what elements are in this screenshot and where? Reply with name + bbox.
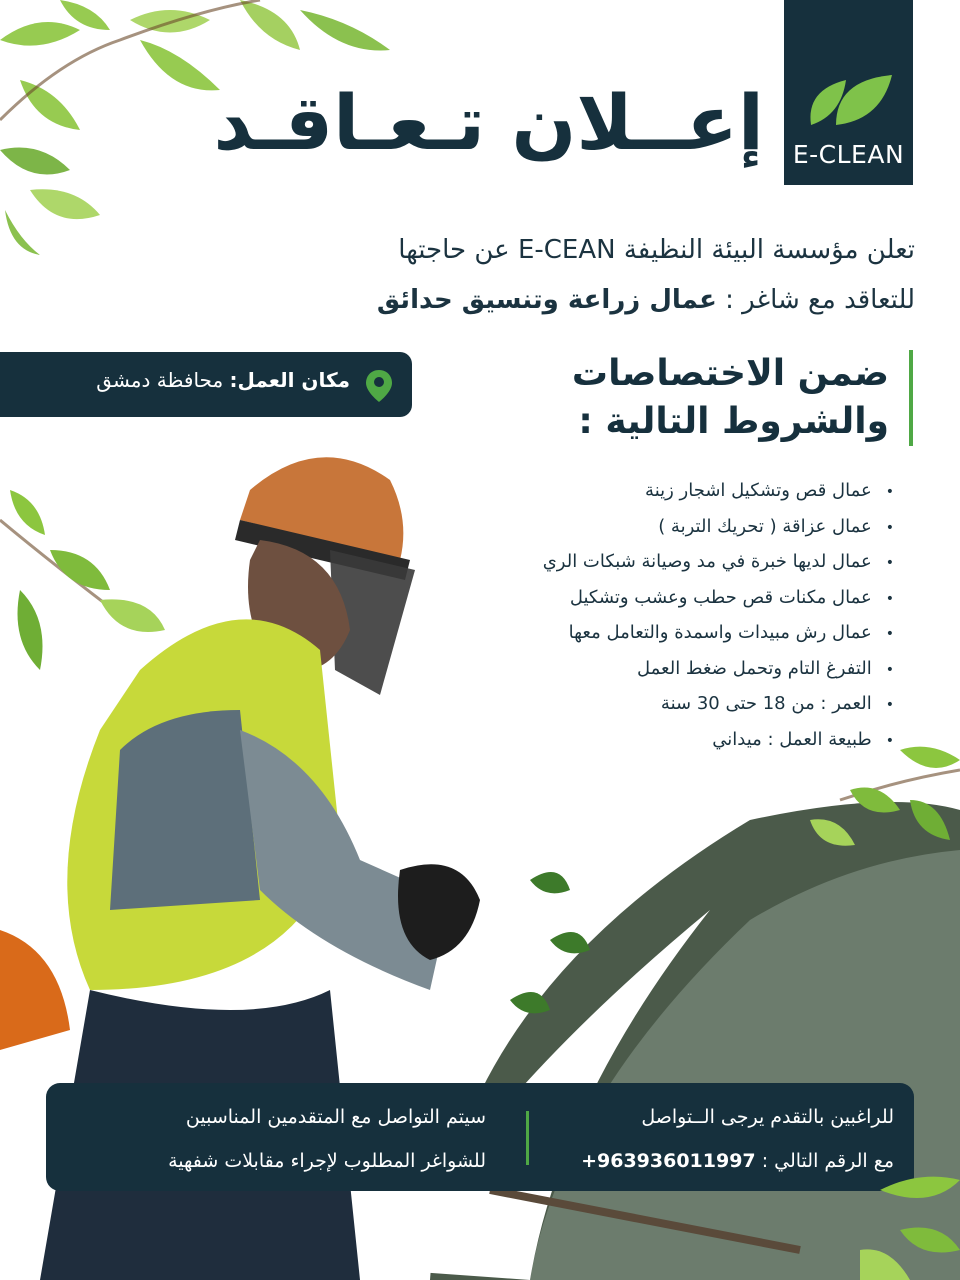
location-value: محافظة دمشق — [96, 368, 230, 392]
location-banner — [0, 352, 412, 417]
intro-line-1: تعلن مؤسسة البيئة النظيفة E-CEAN عن حاجتها — [398, 235, 915, 265]
requirement-item: • عمال قص وتشكيل اشجار زينة — [454, 474, 894, 510]
requirements-list — [454, 474, 894, 758]
phone-number[interactable]: +963936011997 — [581, 1150, 756, 1172]
contact-left-line-2: للشواغر المطلوب لإجراء مقابلات شفهية — [168, 1150, 486, 1172]
requirement-item: • طبيعة العمل : ميداني — [454, 723, 894, 759]
leaves-decoration-right — [800, 740, 960, 890]
intro-line-2-prefix: للتعاقد مع شاغر : — [716, 285, 915, 315]
brand-name: E-CLEAN — [792, 140, 905, 169]
leaves-decoration-bottom-right — [840, 1170, 960, 1280]
leaf-icon — [806, 70, 892, 130]
requirement-item: • التفرغ التام وتحمل ضغط العمل — [454, 652, 894, 688]
requirements-heading-line-2: والشروط التالية : — [578, 401, 889, 442]
requirement-item: • عمال مكنات قص حطب وعشب وتشكيل — [454, 581, 894, 617]
contact-box — [46, 1083, 914, 1191]
location-text — [96, 368, 350, 392]
contact-divider — [526, 1111, 529, 1165]
requirement-item: • عمال رش مبيدات واسمدة والتعامل معها — [454, 616, 894, 652]
contact-right-line-1: للراغبين بالتقدم يرجى الــتواصل — [641, 1106, 894, 1128]
intro-text — [215, 225, 915, 325]
requirement-item: • عمال لديها خبرة في مد وصيانة شبكات الري — [454, 545, 894, 581]
requirement-item: • عمال عزاقة ( تحريك التربة ) — [454, 510, 894, 546]
page-title: إعــلان تـعـاقـد — [213, 78, 764, 167]
intro-line-2 — [215, 275, 915, 325]
requirements-heading — [572, 350, 913, 446]
contact-phone-prefix: مع الرقم التالي : — [755, 1150, 894, 1172]
job-title: عمال زراعة وتنسيق حدائق — [376, 285, 717, 315]
map-pin-icon — [366, 370, 392, 402]
contact-left — [168, 1095, 486, 1183]
location-label: مكان العمل: — [229, 368, 350, 392]
requirements-heading-line-1: ضمن الاختصاصات — [571, 353, 889, 394]
contact-left-line-1: سيتم التواصل مع المتقدمين المناسبين — [185, 1106, 486, 1128]
brand-logo — [784, 0, 913, 185]
requirement-item: • العمر : من 18 حتى 30 سنة — [454, 687, 894, 723]
